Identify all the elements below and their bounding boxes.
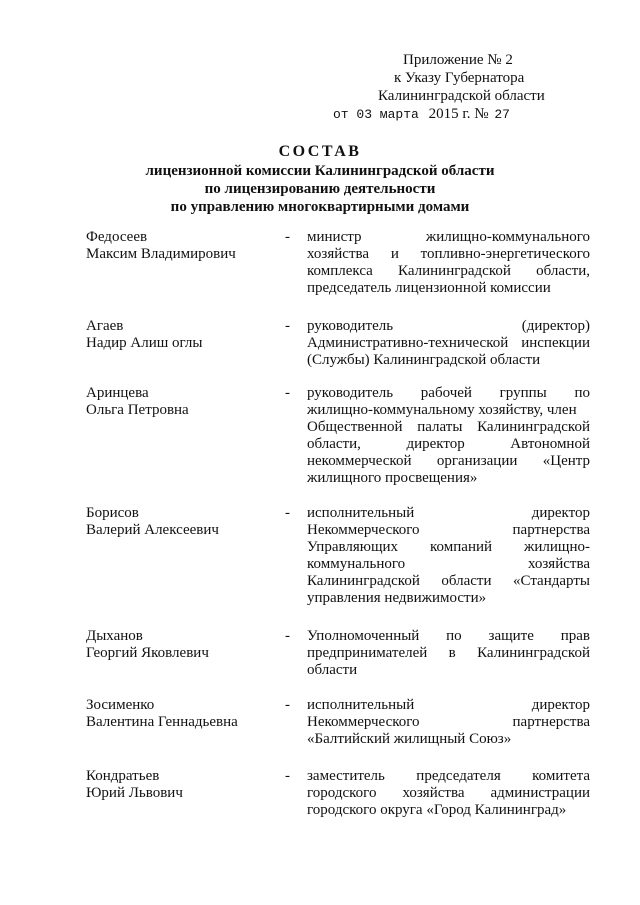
member-role-word: городского bbox=[307, 785, 377, 801]
member-role-word: директор bbox=[406, 436, 465, 452]
member-role-word: предпринимателей bbox=[307, 645, 428, 661]
member-role-word: Калининградской bbox=[398, 263, 511, 279]
member-role bbox=[307, 505, 590, 607]
title-line-3: по управлению многоквартирными домами bbox=[170, 199, 470, 215]
title-heading: СОСТАВ bbox=[278, 143, 362, 160]
member-role-line bbox=[307, 335, 590, 352]
member-role bbox=[307, 697, 590, 748]
member-dash: - bbox=[285, 768, 290, 784]
member-given-name: Валерий Алексеевич bbox=[86, 522, 219, 538]
member-role-word: хозяйства bbox=[307, 246, 370, 262]
member-role-word: Автономной bbox=[510, 436, 590, 452]
member-role-line bbox=[307, 318, 590, 335]
annex-region: Калининградской области bbox=[378, 88, 545, 104]
member-role-word: заместитель bbox=[307, 768, 385, 784]
member-role bbox=[307, 385, 590, 487]
member-dash: - bbox=[285, 505, 290, 521]
member-given-name: Максим Владимирович bbox=[86, 246, 236, 262]
member-role-word: топливно-энергетического bbox=[420, 246, 590, 262]
member-given-name: Ольга Петровна bbox=[86, 402, 189, 418]
member-name bbox=[86, 697, 276, 731]
member-name bbox=[86, 768, 276, 802]
member-role-word: администрации bbox=[490, 785, 590, 801]
member-role-word: области, bbox=[536, 263, 590, 279]
member-role-word: партнерства bbox=[512, 522, 590, 538]
member-role-word: Калининградской bbox=[477, 419, 590, 435]
member-role-line bbox=[307, 645, 590, 662]
member-dash: - bbox=[285, 318, 290, 334]
member-dash: - bbox=[285, 628, 290, 644]
member-role-word: защите bbox=[488, 628, 534, 644]
member-given-name: Надир Алиш оглы bbox=[86, 335, 203, 351]
member-role-word: жилищно- bbox=[524, 539, 590, 555]
member-role-word: некоммерческой bbox=[307, 453, 412, 469]
member-role-word: исполнительный bbox=[307, 505, 415, 521]
member-role-line: городского округа «Город Калининград» bbox=[307, 802, 567, 818]
member-given-name: Георгий Яковлевич bbox=[86, 645, 209, 661]
member-role-word: директор bbox=[531, 697, 590, 713]
member-role-line bbox=[307, 768, 590, 785]
member-role-word: организации bbox=[436, 453, 518, 469]
member-role-word: «Стандарты bbox=[513, 573, 590, 589]
member-surname: Агаев bbox=[86, 318, 124, 334]
member-dash: - bbox=[285, 229, 290, 245]
member-role-line bbox=[307, 697, 590, 714]
member-role-word: группы bbox=[499, 385, 547, 401]
member-role-line bbox=[307, 385, 590, 402]
member-role-word: прав bbox=[560, 628, 590, 644]
member-name bbox=[86, 628, 276, 662]
member-role-word: Калининградской bbox=[307, 573, 420, 589]
member-role-line bbox=[307, 419, 590, 436]
member-role-word: (директор) bbox=[521, 318, 590, 334]
member-role-line bbox=[307, 436, 590, 453]
member-role-line bbox=[307, 263, 590, 280]
member-given-name: Валентина Геннадьевна bbox=[86, 714, 238, 730]
member-role-word: рабочей bbox=[420, 385, 472, 401]
member-role-word: палаты bbox=[417, 419, 463, 435]
annex-decree-number: 27 bbox=[494, 107, 510, 122]
member-role-word: жилищно-коммунального bbox=[425, 229, 590, 245]
member-role-line bbox=[307, 246, 590, 263]
member-name bbox=[86, 505, 276, 539]
member-role-word: Калининградской bbox=[477, 645, 590, 661]
member-role-word: в bbox=[448, 645, 456, 661]
member-role-word: области bbox=[441, 573, 492, 589]
member-role-word: комплекса bbox=[307, 263, 373, 279]
member-role-line: (Службы) Калининградской области bbox=[307, 352, 541, 368]
member-role-word: Некоммерческого bbox=[307, 522, 420, 538]
member-role-line bbox=[307, 453, 590, 470]
member-name bbox=[86, 318, 276, 352]
member-role-line bbox=[307, 229, 590, 246]
member-role-word: исполнительный bbox=[307, 697, 415, 713]
member-role-word: коммунального bbox=[307, 556, 406, 572]
member-role-word: по bbox=[574, 385, 590, 401]
member-role-word: Общественной bbox=[307, 419, 403, 435]
member-role-word: области, bbox=[307, 436, 361, 452]
annex-decree-reference: к Указу Губернатора bbox=[394, 70, 525, 86]
member-role-word: Административно-технической bbox=[307, 335, 509, 351]
member-role-line bbox=[307, 714, 590, 731]
member-surname: Зосименко bbox=[86, 697, 155, 713]
member-role-line bbox=[307, 785, 590, 802]
member-role-word: по bbox=[446, 628, 462, 644]
title-line-1: лицензионной комиссии Калининградской области bbox=[145, 163, 495, 179]
member-surname: Кондратьев bbox=[86, 768, 160, 784]
member-name bbox=[86, 385, 276, 419]
member-role-word: и bbox=[390, 246, 399, 262]
member-role-line bbox=[307, 573, 590, 590]
member-role-line: управления недвижимости» bbox=[307, 590, 487, 606]
member-role-word: председателя bbox=[416, 768, 501, 784]
member-role-word: директор bbox=[531, 505, 590, 521]
member-role-word: «Центр bbox=[542, 453, 590, 469]
member-role-line: «Балтийский жилищный Союз» bbox=[307, 731, 512, 747]
member-name bbox=[86, 229, 276, 263]
member-role-word: комитета bbox=[532, 768, 590, 784]
member-dash: - bbox=[285, 697, 290, 713]
member-role-line: председатель лицензионной комиссии bbox=[307, 280, 551, 296]
member-role bbox=[307, 318, 590, 369]
member-surname: Дыханов bbox=[86, 628, 143, 644]
member-role-word: Некоммерческого bbox=[307, 714, 420, 730]
member-role-line: жилищно-коммунальному хозяйству, член bbox=[307, 402, 577, 418]
member-role-word: компаний bbox=[430, 539, 493, 555]
member-role-line bbox=[307, 628, 590, 645]
member-role-word: хозяйства bbox=[402, 785, 465, 801]
annex-date: от 03 марта bbox=[333, 107, 419, 122]
member-role bbox=[307, 628, 590, 679]
member-role-word: партнерства bbox=[512, 714, 590, 730]
member-role-line bbox=[307, 539, 590, 556]
member-surname: Борисов bbox=[86, 505, 139, 521]
member-dash: - bbox=[285, 385, 290, 401]
member-role-word: хозяйства bbox=[527, 556, 590, 572]
member-role-word: руководитель bbox=[307, 385, 394, 401]
member-role bbox=[307, 229, 590, 297]
member-given-name: Юрий Львович bbox=[86, 785, 183, 801]
member-surname: Аринцева bbox=[86, 385, 149, 401]
member-surname: Федосеев bbox=[86, 229, 148, 245]
member-role-line bbox=[307, 556, 590, 573]
member-role-line: жилищного просвещения» bbox=[307, 470, 478, 486]
member-role-word: руководитель bbox=[307, 318, 394, 334]
member-role-word: министр bbox=[307, 229, 362, 245]
annex-date-line bbox=[333, 106, 510, 123]
member-role-word: Уполномоченный bbox=[307, 628, 420, 644]
member-role-line bbox=[307, 522, 590, 539]
annex-number: Приложение № 2 bbox=[403, 52, 513, 68]
member-role bbox=[307, 768, 590, 819]
member-role-line: области bbox=[307, 662, 358, 678]
member-role-word: инспекции bbox=[521, 335, 590, 351]
member-role-word: Управляющих bbox=[307, 539, 399, 555]
member-role-line bbox=[307, 505, 590, 522]
annex-year: 2015 г. № bbox=[428, 106, 489, 122]
title-line-2: по лицензированию деятельности bbox=[204, 181, 436, 197]
document-title bbox=[0, 142, 640, 216]
